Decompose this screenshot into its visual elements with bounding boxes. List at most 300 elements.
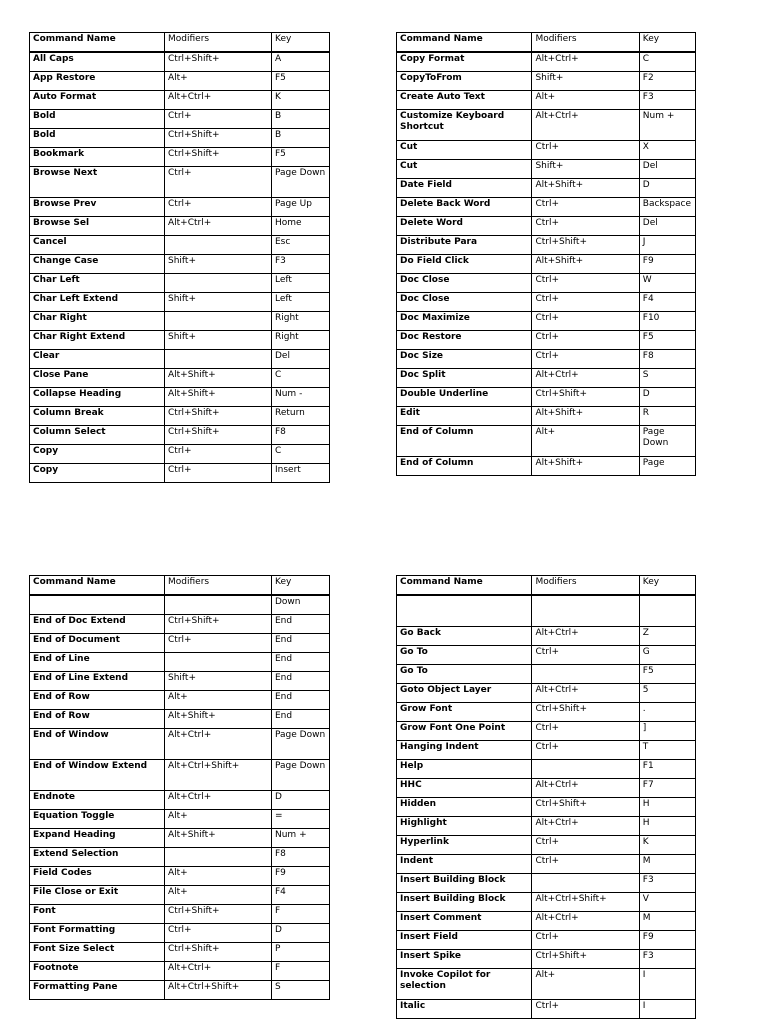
key-cell: F <box>272 905 330 924</box>
modifiers-cell: Ctrl+ <box>165 445 272 464</box>
key-cell: F3 <box>639 874 695 893</box>
command-name-cell: Char Right <box>30 312 165 331</box>
modifiers-cell: Alt+ <box>165 810 272 829</box>
modifiers-cell: Ctrl+ <box>532 350 639 369</box>
table-row <box>30 236 330 255</box>
key-cell: Right <box>272 312 330 331</box>
table-row <box>397 969 696 1000</box>
key-cell: F5 <box>272 148 330 167</box>
table-row <box>397 426 696 457</box>
table-header-row <box>397 576 696 596</box>
table-row <box>30 943 330 962</box>
table-row <box>30 710 330 729</box>
modifiers-cell: Ctrl+Shift+ <box>165 52 272 72</box>
modifiers-cell: Alt+ <box>165 867 272 886</box>
table-row <box>30 91 330 110</box>
command-name-cell: Formatting Pane <box>30 981 165 1000</box>
modifiers-cell: Alt+Ctrl+Shift+ <box>165 760 272 791</box>
command-name-cell: Distribute Para <box>397 236 532 255</box>
modifiers-cell: Ctrl+ <box>165 110 272 129</box>
key-cell: Insert <box>272 464 330 483</box>
command-name-cell: File Close or Exit <box>30 886 165 905</box>
command-name-cell: Doc Restore <box>397 331 532 350</box>
shortcut-table-3 <box>29 575 330 1000</box>
modifiers-cell: Alt+ <box>532 426 639 457</box>
key-cell: M <box>639 912 695 931</box>
key-cell: Left <box>272 274 330 293</box>
key-cell: Page <box>639 457 695 476</box>
command-name-cell: Indent <box>397 855 532 874</box>
table-header-row <box>30 576 330 596</box>
modifiers-cell: Ctrl+Shift+ <box>532 798 639 817</box>
table-row <box>30 312 330 331</box>
modifiers-cell: Ctrl+ <box>532 274 639 293</box>
key-cell: H <box>639 817 695 836</box>
table-row <box>30 595 330 615</box>
modifiers-cell: Alt+Ctrl+Shift+ <box>532 893 639 912</box>
key-cell: Down <box>272 595 330 615</box>
table-row <box>30 388 330 407</box>
key-cell: K <box>639 836 695 855</box>
command-name-cell: Cut <box>397 160 532 179</box>
header-modifiers: Modifiers <box>532 33 639 53</box>
modifiers-cell: Alt+Ctrl+ <box>532 627 639 646</box>
modifiers-cell: Ctrl+ <box>532 293 639 312</box>
command-name-cell: All Caps <box>30 52 165 72</box>
table-row <box>397 646 696 665</box>
table-row <box>30 962 330 981</box>
modifiers-cell: Ctrl+ <box>532 646 639 665</box>
command-name-cell: Help <box>397 760 532 779</box>
table-row <box>30 810 330 829</box>
command-name-cell: Delete Back Word <box>397 198 532 217</box>
header-command-name: Command Name <box>30 33 165 53</box>
modifiers-cell: Ctrl+Shift+ <box>532 236 639 255</box>
modifiers-cell: Alt+ <box>532 91 639 110</box>
table-row <box>397 798 696 817</box>
key-cell: F8 <box>272 848 330 867</box>
modifiers-cell: Ctrl+Shift+ <box>532 388 639 407</box>
table-row <box>397 350 696 369</box>
key-cell: I <box>639 1000 695 1019</box>
key-cell: Home <box>272 217 330 236</box>
modifiers-cell: Alt+ <box>165 72 272 91</box>
modifiers-cell: Shift+ <box>165 293 272 312</box>
key-cell: V <box>639 893 695 912</box>
command-name-cell: End of Window Extend <box>30 760 165 791</box>
command-name-cell: Font <box>30 905 165 924</box>
key-cell: F3 <box>639 950 695 969</box>
key-cell: I <box>639 969 695 1000</box>
header-key: Key <box>272 33 330 53</box>
command-name-cell: End of Column <box>397 457 532 476</box>
command-name-cell: Insert Building Block <box>397 874 532 893</box>
command-name-cell: Grow Font One Point <box>397 722 532 741</box>
command-name-cell: Go To <box>397 665 532 684</box>
modifiers-cell: Ctrl+ <box>165 198 272 217</box>
table-row <box>397 741 696 760</box>
modifiers-cell: Alt+Ctrl+ <box>532 52 639 72</box>
key-cell: G <box>639 646 695 665</box>
command-name-cell: Customize Keyboard Shortcut <box>397 110 532 141</box>
command-name-cell: Footnote <box>30 962 165 981</box>
command-name-cell: Doc Size <box>397 350 532 369</box>
modifiers-cell <box>532 874 639 893</box>
key-cell: T <box>639 741 695 760</box>
command-name-cell: Insert Spike <box>397 950 532 969</box>
command-name-cell: Insert Building Block <box>397 893 532 912</box>
command-name-cell: Endnote <box>30 791 165 810</box>
command-name-cell <box>30 595 165 615</box>
command-name-cell: End of Column <box>397 426 532 457</box>
key-cell: End <box>272 691 330 710</box>
table-row <box>397 457 696 476</box>
key-cell: Return <box>272 407 330 426</box>
command-name-cell: Font Formatting <box>30 924 165 943</box>
table-row <box>397 369 696 388</box>
command-name-cell: Browse Prev <box>30 198 165 217</box>
modifiers-cell: Alt+Ctrl+Shift+ <box>165 981 272 1000</box>
table-row <box>30 867 330 886</box>
command-name-cell: Browse Next <box>30 167 165 198</box>
table-row <box>397 388 696 407</box>
table-row <box>30 981 330 1000</box>
table-row <box>30 217 330 236</box>
command-name-cell: Highlight <box>397 817 532 836</box>
command-name-cell: Create Auto Text <box>397 91 532 110</box>
table-row <box>30 729 330 760</box>
table-row <box>397 198 696 217</box>
modifiers-cell: Ctrl+Shift+ <box>532 703 639 722</box>
command-name-cell: End of Line <box>30 653 165 672</box>
key-cell: S <box>639 369 695 388</box>
table-row <box>30 829 330 848</box>
table-row <box>397 684 696 703</box>
header-command-name: Command Name <box>397 576 532 596</box>
command-name-cell: Extend Selection <box>30 848 165 867</box>
modifiers-cell: Alt+Shift+ <box>532 255 639 274</box>
modifiers-cell: Shift+ <box>532 72 639 91</box>
key-cell: P <box>272 943 330 962</box>
modifiers-cell: Alt+Shift+ <box>532 457 639 476</box>
table-row <box>397 179 696 198</box>
command-name-cell: Column Break <box>30 407 165 426</box>
table-row <box>397 293 696 312</box>
command-name-cell: End of Document <box>30 634 165 653</box>
key-cell: W <box>639 274 695 293</box>
modifiers-cell: Shift+ <box>532 160 639 179</box>
table-row <box>30 293 330 312</box>
key-cell: K <box>272 91 330 110</box>
modifiers-cell: Ctrl+ <box>532 931 639 950</box>
command-name-cell: Bookmark <box>30 148 165 167</box>
modifiers-cell: Alt+Shift+ <box>532 179 639 198</box>
key-cell: F4 <box>639 293 695 312</box>
table-row <box>30 167 330 198</box>
command-name-cell: Char Left Extend <box>30 293 165 312</box>
modifiers-cell: Alt+Ctrl+ <box>532 817 639 836</box>
key-cell: F9 <box>639 255 695 274</box>
modifiers-cell: Ctrl+ <box>532 141 639 160</box>
key-cell: F <box>272 962 330 981</box>
header-command-name: Command Name <box>397 33 532 53</box>
table-row <box>30 615 330 634</box>
key-cell <box>639 595 695 627</box>
key-cell: Page Down <box>272 760 330 791</box>
key-cell: F9 <box>639 931 695 950</box>
command-name-cell: Clear <box>30 350 165 369</box>
command-name-cell: Copy <box>30 464 165 483</box>
modifiers-cell: Ctrl+ <box>532 855 639 874</box>
modifiers-cell <box>532 665 639 684</box>
table-row <box>30 691 330 710</box>
modifiers-cell <box>165 595 272 615</box>
key-cell: F1 <box>639 760 695 779</box>
command-name-cell <box>397 595 532 627</box>
command-name-cell: Collapse Heading <box>30 388 165 407</box>
command-name-cell: Hyperlink <box>397 836 532 855</box>
table-row <box>30 464 330 483</box>
modifiers-cell: Alt+Ctrl+ <box>165 91 272 110</box>
command-name-cell: Copy <box>30 445 165 464</box>
command-name-cell: Copy Format <box>397 52 532 72</box>
table-row <box>397 874 696 893</box>
command-name-cell: Browse Sel <box>30 217 165 236</box>
table-row <box>397 312 696 331</box>
table-row <box>30 653 330 672</box>
command-name-cell: Italic <box>397 1000 532 1019</box>
command-name-cell: Goto Object Layer <box>397 684 532 703</box>
modifiers-cell: Alt+Ctrl+ <box>165 217 272 236</box>
key-cell: C <box>639 52 695 72</box>
command-name-cell: Char Left <box>30 274 165 293</box>
modifiers-cell <box>165 848 272 867</box>
table-row <box>30 791 330 810</box>
key-cell: Page Down <box>639 426 695 457</box>
command-name-cell: Close Pane <box>30 369 165 388</box>
modifiers-cell: Ctrl+Shift+ <box>165 905 272 924</box>
command-name-cell: Equation Toggle <box>30 810 165 829</box>
modifiers-cell: Ctrl+ <box>532 198 639 217</box>
modifiers-cell: Alt+Ctrl+ <box>532 912 639 931</box>
table-row <box>30 52 330 72</box>
header-modifiers: Modifiers <box>165 576 272 596</box>
header-command-name: Command Name <box>30 576 165 596</box>
key-cell: B <box>272 110 330 129</box>
table-row <box>397 703 696 722</box>
key-cell: Right <box>272 331 330 350</box>
key-cell: Del <box>272 350 330 369</box>
table-row <box>30 274 330 293</box>
key-cell: F5 <box>272 72 330 91</box>
table-row <box>30 886 330 905</box>
modifiers-cell: Ctrl+ <box>532 331 639 350</box>
table-row <box>30 407 330 426</box>
modifiers-cell: Alt+Ctrl+ <box>165 791 272 810</box>
modifiers-cell: Shift+ <box>165 672 272 691</box>
header-key: Key <box>639 576 695 596</box>
table-row <box>30 672 330 691</box>
modifiers-cell <box>165 653 272 672</box>
command-name-cell: Column Select <box>30 426 165 445</box>
command-name-cell: End of Window <box>30 729 165 760</box>
table-row <box>30 848 330 867</box>
shortcut-table-4 <box>396 575 696 1019</box>
command-name-cell: Grow Font <box>397 703 532 722</box>
header-modifiers: Modifiers <box>532 576 639 596</box>
command-name-cell: Doc Close <box>397 274 532 293</box>
table-row <box>397 595 696 627</box>
modifiers-cell: Ctrl+ <box>165 167 272 198</box>
modifiers-cell: Alt+Ctrl+ <box>165 962 272 981</box>
table-row <box>397 72 696 91</box>
key-cell: End <box>272 672 330 691</box>
command-name-cell: Font Size Select <box>30 943 165 962</box>
table-row <box>397 893 696 912</box>
modifiers-cell: Alt+ <box>532 969 639 1000</box>
command-name-cell: Go To <box>397 646 532 665</box>
table-row <box>397 160 696 179</box>
modifiers-cell: Alt+Ctrl+ <box>532 369 639 388</box>
table-row <box>397 836 696 855</box>
header-key: Key <box>639 33 695 53</box>
modifiers-cell <box>532 760 639 779</box>
header-modifiers: Modifiers <box>165 33 272 53</box>
command-name-cell: CopyToFrom <box>397 72 532 91</box>
key-cell: Num + <box>639 110 695 141</box>
command-name-cell: Change Case <box>30 255 165 274</box>
table-row <box>397 91 696 110</box>
modifiers-cell: Alt+Shift+ <box>165 710 272 729</box>
key-cell: F9 <box>272 867 330 886</box>
key-cell: D <box>639 179 695 198</box>
key-cell: F8 <box>639 350 695 369</box>
table-row <box>397 110 696 141</box>
key-cell: X <box>639 141 695 160</box>
modifiers-cell: Ctrl+ <box>532 836 639 855</box>
command-name-cell: End of Doc Extend <box>30 615 165 634</box>
key-cell: F8 <box>272 426 330 445</box>
key-cell: H <box>639 798 695 817</box>
modifiers-cell: Shift+ <box>165 255 272 274</box>
command-name-cell: Doc Close <box>397 293 532 312</box>
table-row <box>30 129 330 148</box>
modifiers-cell: Ctrl+Shift+ <box>165 129 272 148</box>
shortcut-table-1 <box>29 32 330 483</box>
key-cell: F3 <box>272 255 330 274</box>
key-cell: J <box>639 236 695 255</box>
modifiers-cell <box>165 274 272 293</box>
command-name-cell: Invoke Copilot for selection <box>397 969 532 1000</box>
table-row <box>30 255 330 274</box>
modifiers-cell: Ctrl+Shift+ <box>165 407 272 426</box>
modifiers-cell: Alt+Ctrl+ <box>532 779 639 798</box>
key-cell: C <box>272 369 330 388</box>
modifiers-cell: Ctrl+ <box>165 924 272 943</box>
modifiers-cell <box>165 350 272 369</box>
command-name-cell: Cut <box>397 141 532 160</box>
modifiers-cell <box>165 236 272 255</box>
modifiers-cell <box>532 595 639 627</box>
modifiers-cell: Alt+ <box>165 691 272 710</box>
key-cell: R <box>639 407 695 426</box>
table-row <box>30 760 330 791</box>
key-cell: A <box>272 52 330 72</box>
command-name-cell: Doc Split <box>397 369 532 388</box>
command-name-cell: Delete Word <box>397 217 532 236</box>
key-cell: F4 <box>272 886 330 905</box>
modifiers-cell: Ctrl+ <box>532 1000 639 1019</box>
table-row <box>397 331 696 350</box>
table-row <box>397 627 696 646</box>
key-cell: B <box>272 129 330 148</box>
modifiers-cell: Alt+ <box>165 886 272 905</box>
key-cell: F7 <box>639 779 695 798</box>
table-row <box>397 779 696 798</box>
key-cell: F10 <box>639 312 695 331</box>
modifiers-cell: Alt+Shift+ <box>165 388 272 407</box>
modifiers-cell: Ctrl+Shift+ <box>165 615 272 634</box>
key-cell: F5 <box>639 331 695 350</box>
command-name-cell: Date Field <box>397 179 532 198</box>
key-cell: Esc <box>272 236 330 255</box>
key-cell: C <box>272 445 330 464</box>
key-cell: Del <box>639 217 695 236</box>
key-cell: End <box>272 634 330 653</box>
command-name-cell: Auto Format <box>30 91 165 110</box>
command-name-cell: End of Line Extend <box>30 672 165 691</box>
command-name-cell: Insert Comment <box>397 912 532 931</box>
modifiers-cell: Ctrl+ <box>532 741 639 760</box>
table-row <box>397 931 696 950</box>
command-name-cell: Cancel <box>30 236 165 255</box>
table-row <box>397 950 696 969</box>
table-row <box>397 274 696 293</box>
key-cell: 5 <box>639 684 695 703</box>
table-row <box>397 722 696 741</box>
key-cell: . <box>639 703 695 722</box>
command-name-cell: Bold <box>30 110 165 129</box>
key-cell: ] <box>639 722 695 741</box>
modifiers-cell: Ctrl+ <box>532 217 639 236</box>
table-row <box>30 445 330 464</box>
key-cell: D <box>639 388 695 407</box>
key-cell: Left <box>272 293 330 312</box>
modifiers-cell: Shift+ <box>165 331 272 350</box>
command-name-cell: Do Field Click <box>397 255 532 274</box>
shortcut-table-2 <box>396 32 696 476</box>
command-name-cell: Field Codes <box>30 867 165 886</box>
table-row <box>397 236 696 255</box>
table-row <box>30 350 330 369</box>
key-cell: Num - <box>272 388 330 407</box>
command-name-cell: Go Back <box>397 627 532 646</box>
key-cell: M <box>639 855 695 874</box>
table-row <box>397 855 696 874</box>
key-cell: Page Up <box>272 198 330 217</box>
table-row <box>30 72 330 91</box>
table-row <box>397 1000 696 1019</box>
modifiers-cell: Ctrl+Shift+ <box>165 148 272 167</box>
table-row <box>30 110 330 129</box>
table-row <box>30 426 330 445</box>
table-row <box>30 634 330 653</box>
command-name-cell: HHC <box>397 779 532 798</box>
key-cell: D <box>272 791 330 810</box>
command-name-cell: Char Right Extend <box>30 331 165 350</box>
key-cell: Page Down <box>272 729 330 760</box>
key-cell: F2 <box>639 72 695 91</box>
